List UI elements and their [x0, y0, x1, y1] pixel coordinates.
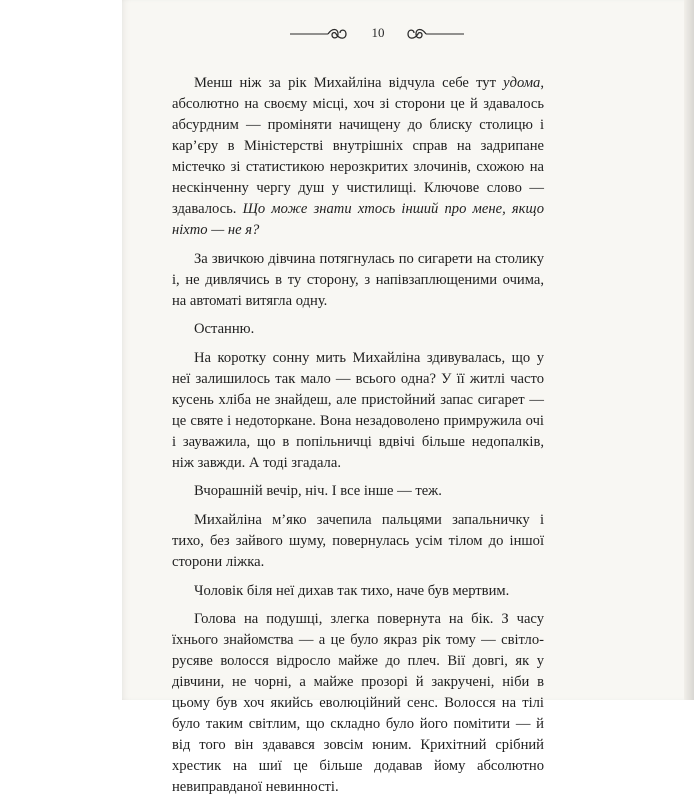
paragraph: Голова на подушці, злегка повернута на бік. З часу їхнього знайомства — а це було якраз рік тому — світло-русяве волосся відросло майже до плеч. Вії довгі, як у дівчини, не чорні, а майже прозорі й закручені, ніби в цьому був хоч якийсь еволюційний сенс. Волосся на тілі було таким світлим, що складно було його помітити — й від того він здавався зовсім юним. Крихітний срібний хрестик на шиї це більше додавав йому абсолютно невиправданої невинності.	[172, 611, 544, 796]
paragraph: Михайліна м’яко зачепила пальцями запальничку і тихо, без зайвого шуму, повернулась усім тілом до іншої сторони ліжка.	[172, 511, 544, 570]
page-number: 10	[371, 25, 385, 40]
paragraph: Чоловік біля неї дихав так тихо, наче був мертвим.	[194, 582, 510, 599]
running-header	[122, 22, 694, 46]
body-text	[172, 73, 544, 806]
paragraph: На коротку сонну мить Михайліна здивувалась, що у неї залишилось так мало — всього одна? У її житлі часто кусень хліба не знайдеш, але пристойний запас сигарет — це святе і недоторкане. Вона незадоволено примружила очі і зауважила, що в попільничці вдвічі більше недопалків, ніж завжди. А тоді згадала.	[172, 349, 544, 471]
paragraph: Менш ніж за рік Михайліна відчула себе тут удома, абсолютно на своєму місці, хоч зі сторони це й здавалось абсурдним — проміняти начищену до блиску столицю і кар’єру в Міністерстві внутрішніх справ на задрипане містечко зі статистикою нерозкритих злочинів, схожою на нескінченну чергу душ у чистилищі. Ключове слово — здавалось. Що може знати хтось інший про мене, якщо ніхто — не я?	[172, 75, 544, 238]
paragraph: Вчорашній вечір, ніч. І все інше — теж.	[194, 483, 442, 500]
book-page	[122, 0, 694, 796]
paragraph: За звичкою дівчина потягнулась по сигарети на столику і, не дивлячись в ту сторону, з напівзаплющеними очима, на автоматі витягла одну.	[172, 250, 544, 309]
right-ornament-icon	[404, 26, 464, 42]
paragraph: Останню.	[194, 321, 255, 338]
left-ornament-icon	[290, 26, 350, 42]
page-edge	[684, 0, 694, 700]
italic-thought: Що може знати хтось інший про мене, якщо ніхто — не я?	[172, 201, 544, 238]
italic-emphasis: удома	[503, 75, 541, 91]
